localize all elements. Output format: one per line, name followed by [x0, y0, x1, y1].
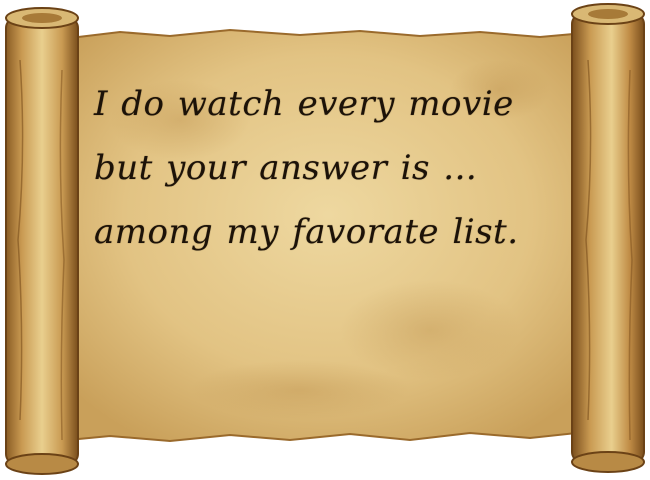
right-scroll-roll [572, 4, 644, 472]
message-line: among my favorate list. [94, 212, 519, 252]
left-scroll-roll [6, 8, 78, 474]
stain-mark [340, 280, 520, 380]
message-line: I do watch every movie [94, 84, 514, 124]
stain-mark [190, 360, 410, 420]
scroll-message [94, 72, 564, 264]
message-line: but your answer is ... [94, 148, 478, 188]
